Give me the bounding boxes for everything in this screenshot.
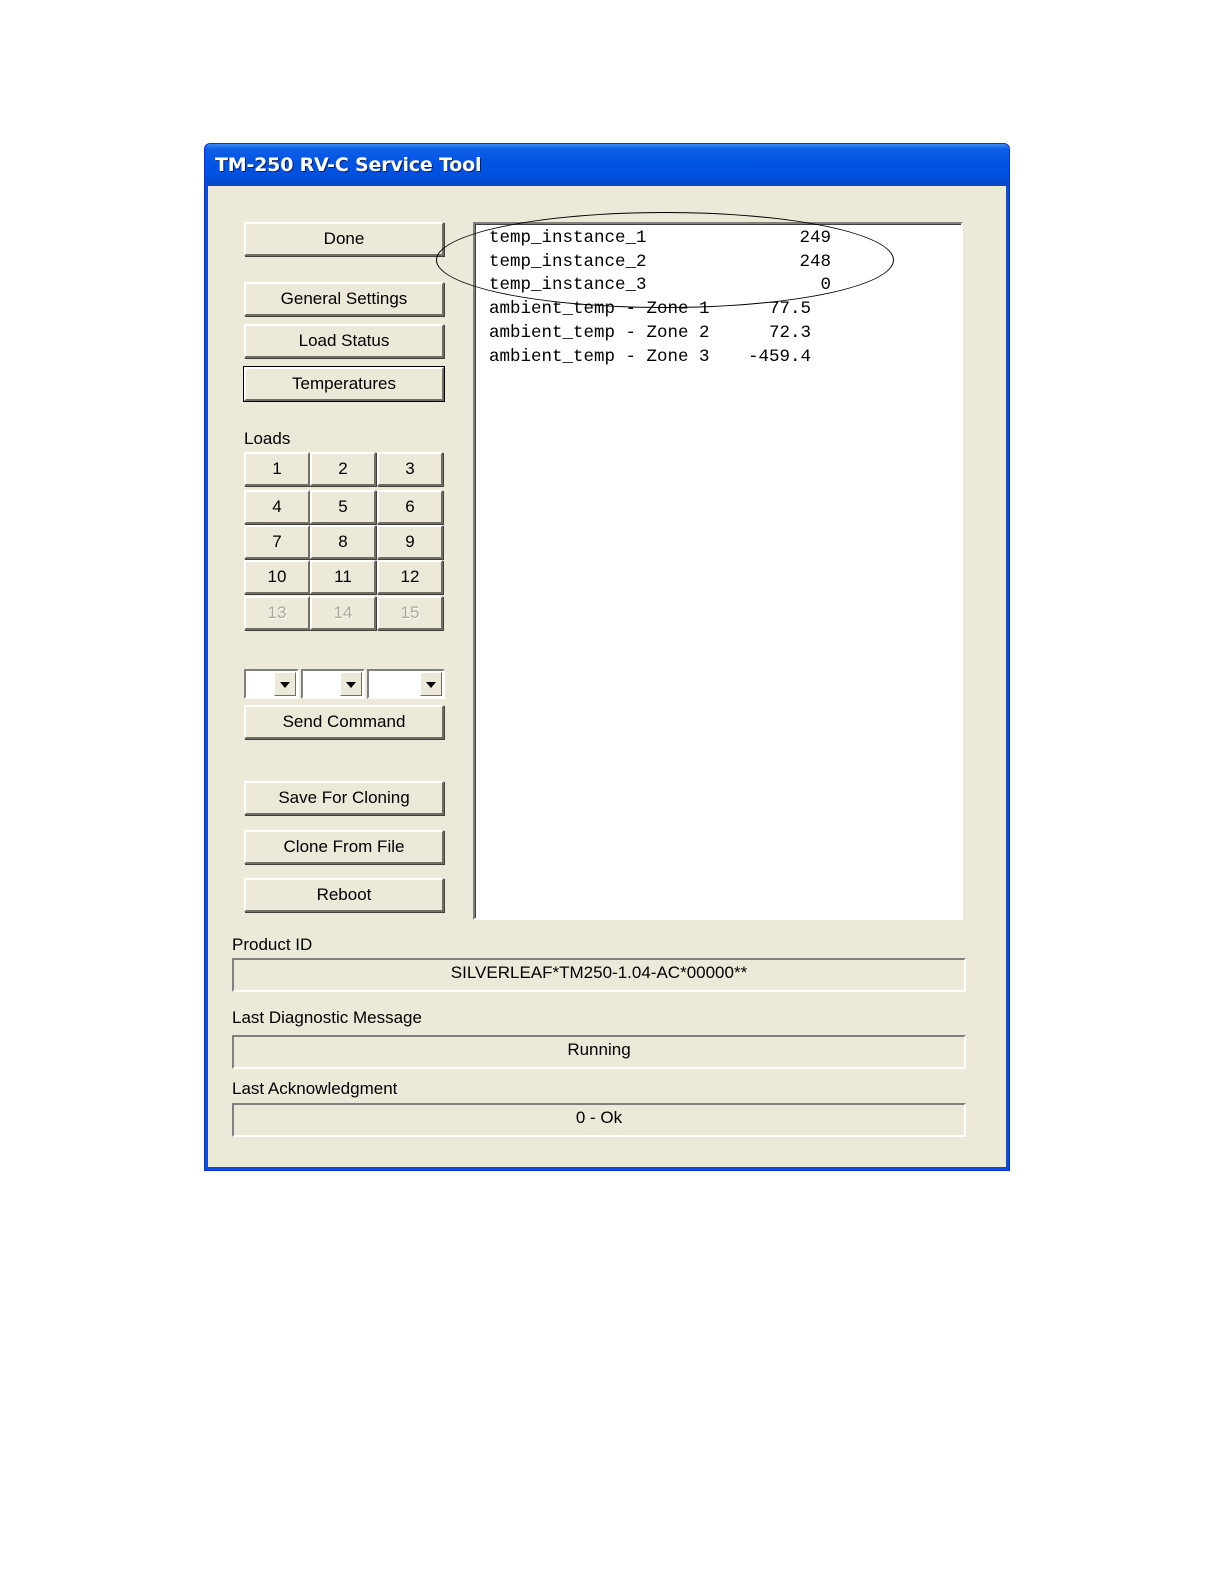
temperature-output-textarea[interactable]	[473, 222, 963, 920]
load-button-5[interactable]: 5	[310, 490, 376, 524]
product-id-field: SILVERLEAF*TM250-1.04-AC*00000**	[232, 958, 966, 992]
load-button-2[interactable]: 2	[310, 452, 376, 486]
chevron-down-icon[interactable]	[340, 672, 362, 696]
reboot-button[interactable]: Reboot	[244, 878, 444, 912]
clone-from-file-button[interactable]: Clone From File	[244, 830, 444, 864]
output-line-value: 248	[799, 251, 831, 272]
load-button-6[interactable]: 6	[377, 490, 443, 524]
window-client-area	[209, 186, 1005, 1166]
load-button-1[interactable]: 1	[244, 452, 310, 486]
save-for-cloning-button[interactable]: Save For Cloning	[244, 781, 444, 815]
load-button-14: 14	[310, 596, 376, 630]
general-settings-button[interactable]: General Settings	[244, 282, 444, 316]
output-line-name: ambient_temp - Zone 1	[489, 299, 710, 320]
load-button-8[interactable]: 8	[310, 525, 376, 559]
output-line-name: temp_instance_1	[489, 228, 647, 248]
done-button[interactable]: Done	[244, 222, 444, 256]
chevron-down-icon[interactable]	[274, 672, 296, 696]
load-button-4[interactable]: 4	[244, 490, 310, 524]
temperatures-button[interactable]: Temperatures	[244, 367, 444, 401]
last-diagnostic-message-field: Running	[232, 1035, 966, 1069]
load-button-10[interactable]: 10	[244, 560, 310, 594]
load-button-7[interactable]: 7	[244, 525, 310, 559]
last-acknowledgment-label: Last Acknowledgment	[232, 1079, 398, 1098]
service-tool-window	[204, 143, 1010, 1171]
load-button-15: 15	[377, 596, 443, 630]
output-line-name: ambient_temp - Zone 3	[489, 346, 710, 367]
chevron-down-icon[interactable]	[420, 672, 442, 696]
output-line-value: 72.3	[768, 322, 811, 343]
output-line-value: -459.4	[747, 346, 811, 367]
command-select-2[interactable]	[301, 669, 365, 699]
load-button-13: 13	[244, 596, 310, 630]
last-acknowledgment-field: 0 - Ok	[232, 1103, 966, 1137]
output-line-name: ambient_temp - Zone 2	[489, 322, 710, 343]
last-diagnostic-message-label: Last Diagnostic Message	[232, 1008, 422, 1027]
load-status-button[interactable]: Load Status	[244, 324, 444, 358]
load-button-3[interactable]: 3	[377, 452, 443, 486]
output-line-name: temp_instance_3	[489, 275, 647, 296]
product-id-label: Product ID	[232, 935, 313, 954]
window-title: TM-250 RV-C Service Tool	[215, 154, 482, 176]
output-line-value: 249	[799, 228, 831, 248]
output-line-value: 77.5	[768, 299, 811, 320]
output-line-value: 0	[820, 275, 831, 296]
title-bar[interactable]	[205, 144, 1009, 186]
command-select-3[interactable]	[367, 669, 445, 699]
load-button-9[interactable]: 9	[377, 525, 443, 559]
command-select-1[interactable]	[244, 669, 299, 699]
send-command-button[interactable]: Send Command	[244, 705, 444, 739]
loads-label: Loads	[244, 429, 291, 448]
load-button-11[interactable]: 11	[310, 560, 376, 594]
load-button-12[interactable]: 12	[377, 560, 443, 594]
output-line-name: temp_instance_2	[489, 251, 647, 272]
